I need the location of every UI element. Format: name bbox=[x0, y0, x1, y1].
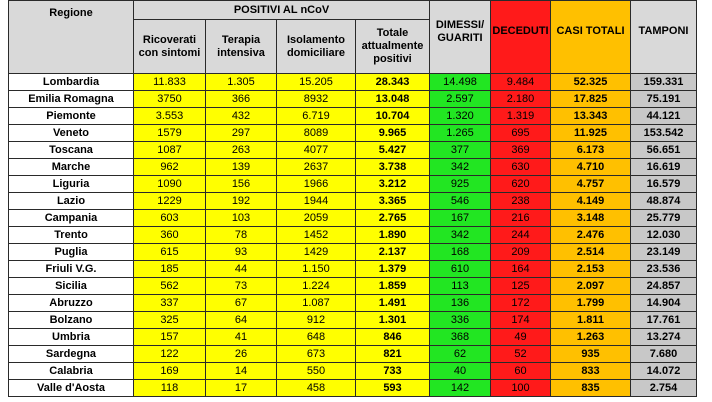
header-ricoverati: Ricoverati con sintomi bbox=[134, 20, 206, 74]
ricoverati-cell: 122 bbox=[134, 346, 206, 363]
table-row bbox=[9, 244, 697, 261]
casi-totali-cell: 4.149 bbox=[551, 193, 631, 210]
terapia-cell: 78 bbox=[206, 227, 277, 244]
casi-totali-cell: 935 bbox=[551, 346, 631, 363]
dimessi-cell: 546 bbox=[430, 193, 491, 210]
terapia-cell: 297 bbox=[206, 125, 277, 142]
tamponi-cell: 48.874 bbox=[631, 193, 697, 210]
ricoverati-cell: 3750 bbox=[134, 91, 206, 108]
terapia-cell: 14 bbox=[206, 363, 277, 380]
terapia-cell: 67 bbox=[206, 295, 277, 312]
dimessi-cell: 14.498 bbox=[430, 74, 491, 91]
table-row bbox=[9, 108, 697, 125]
dimessi-cell: 925 bbox=[430, 176, 491, 193]
casi-totali-cell: 1.799 bbox=[551, 295, 631, 312]
deceduti-cell: 60 bbox=[491, 363, 551, 380]
deceduti-cell: 630 bbox=[491, 159, 551, 176]
dimessi-cell: 62 bbox=[430, 346, 491, 363]
table-row bbox=[9, 278, 697, 295]
region-cell: Toscana bbox=[9, 142, 134, 159]
ricoverati-cell: 169 bbox=[134, 363, 206, 380]
region-cell: Emilia Romagna bbox=[9, 91, 134, 108]
region-cell: Campania bbox=[9, 210, 134, 227]
isolamento-cell: 1966 bbox=[277, 176, 356, 193]
deceduti-cell: 238 bbox=[491, 193, 551, 210]
deceduti-cell: 695 bbox=[491, 125, 551, 142]
isolamento-cell: 648 bbox=[277, 329, 356, 346]
region-cell: Puglia bbox=[9, 244, 134, 261]
ricoverati-cell: 1087 bbox=[134, 142, 206, 159]
totale-cell: 3.365 bbox=[356, 193, 430, 210]
dimessi-cell: 168 bbox=[430, 244, 491, 261]
casi-totali-cell: 2.514 bbox=[551, 244, 631, 261]
casi-totali-cell: 1.811 bbox=[551, 312, 631, 329]
tamponi-cell: 12.030 bbox=[631, 227, 697, 244]
tamponi-cell: 159.331 bbox=[631, 74, 697, 91]
casi-totali-cell: 833 bbox=[551, 363, 631, 380]
totale-cell: 1.859 bbox=[356, 278, 430, 295]
deceduti-cell: 9.484 bbox=[491, 74, 551, 91]
table-row bbox=[9, 193, 697, 210]
terapia-cell: 17 bbox=[206, 380, 277, 397]
isolamento-cell: 15.205 bbox=[277, 74, 356, 91]
totale-cell: 13.048 bbox=[356, 91, 430, 108]
tamponi-cell: 25.779 bbox=[631, 210, 697, 227]
dimessi-cell: 342 bbox=[430, 227, 491, 244]
totale-cell: 1.890 bbox=[356, 227, 430, 244]
terapia-cell: 93 bbox=[206, 244, 277, 261]
casi-totali-cell: 17.825 bbox=[551, 91, 631, 108]
isolamento-cell: 458 bbox=[277, 380, 356, 397]
totale-cell: 3.212 bbox=[356, 176, 430, 193]
table-row bbox=[9, 261, 697, 278]
region-cell: Umbria bbox=[9, 329, 134, 346]
ricoverati-cell: 11.833 bbox=[134, 74, 206, 91]
dimessi-cell: 368 bbox=[430, 329, 491, 346]
ricoverati-cell: 1090 bbox=[134, 176, 206, 193]
region-cell: Abruzzo bbox=[9, 295, 134, 312]
tamponi-cell: 14.072 bbox=[631, 363, 697, 380]
dimessi-cell: 377 bbox=[430, 142, 491, 159]
deceduti-cell: 209 bbox=[491, 244, 551, 261]
isolamento-cell: 2637 bbox=[277, 159, 356, 176]
header-terapia: Terapia intensiva bbox=[206, 20, 277, 74]
table-row bbox=[9, 363, 697, 380]
terapia-cell: 263 bbox=[206, 142, 277, 159]
dimessi-cell: 1.265 bbox=[430, 125, 491, 142]
casi-totali-cell: 3.148 bbox=[551, 210, 631, 227]
dimessi-cell: 40 bbox=[430, 363, 491, 380]
header-isolamento: Isolamento domiciliare bbox=[277, 20, 356, 74]
terapia-cell: 156 bbox=[206, 176, 277, 193]
totale-cell: 3.738 bbox=[356, 159, 430, 176]
deceduti-cell: 620 bbox=[491, 176, 551, 193]
header-casi-totali: CASI TOTALI bbox=[551, 1, 631, 74]
totale-cell: 821 bbox=[356, 346, 430, 363]
tamponi-cell: 16.619 bbox=[631, 159, 697, 176]
header-totale: Totale attualmente positivi bbox=[356, 20, 430, 74]
terapia-cell: 1.305 bbox=[206, 74, 277, 91]
tamponi-cell: 23.149 bbox=[631, 244, 697, 261]
header-tamponi: TAMPONI bbox=[631, 1, 697, 74]
region-cell: Lombardia bbox=[9, 74, 134, 91]
terapia-cell: 41 bbox=[206, 329, 277, 346]
totale-cell: 1.301 bbox=[356, 312, 430, 329]
casi-totali-cell: 835 bbox=[551, 380, 631, 397]
tamponi-cell: 14.904 bbox=[631, 295, 697, 312]
totale-cell: 2.137 bbox=[356, 244, 430, 261]
header-deceduti: DECEDUTI bbox=[491, 1, 551, 74]
table-row bbox=[9, 227, 697, 244]
ricoverati-cell: 360 bbox=[134, 227, 206, 244]
isolamento-cell: 673 bbox=[277, 346, 356, 363]
terapia-cell: 64 bbox=[206, 312, 277, 329]
casi-totali-cell: 6.173 bbox=[551, 142, 631, 159]
header-region: Regione bbox=[9, 1, 134, 74]
ricoverati-cell: 562 bbox=[134, 278, 206, 295]
isolamento-cell: 6.719 bbox=[277, 108, 356, 125]
tamponi-cell: 56.651 bbox=[631, 142, 697, 159]
dimessi-cell: 610 bbox=[430, 261, 491, 278]
region-cell: Sicilia bbox=[9, 278, 134, 295]
tamponi-cell: 75.191 bbox=[631, 91, 697, 108]
ricoverati-cell: 603 bbox=[134, 210, 206, 227]
isolamento-cell: 4077 bbox=[277, 142, 356, 159]
region-cell: Marche bbox=[9, 159, 134, 176]
terapia-cell: 103 bbox=[206, 210, 277, 227]
region-cell: Lazio bbox=[9, 193, 134, 210]
ricoverati-cell: 337 bbox=[134, 295, 206, 312]
isolamento-cell: 1429 bbox=[277, 244, 356, 261]
dimessi-cell: 142 bbox=[430, 380, 491, 397]
isolamento-cell: 1.224 bbox=[277, 278, 356, 295]
deceduti-cell: 2.180 bbox=[491, 91, 551, 108]
casi-totali-cell: 11.925 bbox=[551, 125, 631, 142]
table-row bbox=[9, 210, 697, 227]
ricoverati-cell: 157 bbox=[134, 329, 206, 346]
ricoverati-cell: 615 bbox=[134, 244, 206, 261]
totale-cell: 593 bbox=[356, 380, 430, 397]
region-cell: Liguria bbox=[9, 176, 134, 193]
ricoverati-cell: 185 bbox=[134, 261, 206, 278]
region-cell: Piemonte bbox=[9, 108, 134, 125]
isolamento-cell: 912 bbox=[277, 312, 356, 329]
tamponi-cell: 44.121 bbox=[631, 108, 697, 125]
region-cell: Friuli V.G. bbox=[9, 261, 134, 278]
totale-cell: 2.765 bbox=[356, 210, 430, 227]
terapia-cell: 44 bbox=[206, 261, 277, 278]
ricoverati-cell: 1579 bbox=[134, 125, 206, 142]
deceduti-cell: 172 bbox=[491, 295, 551, 312]
dimessi-cell: 136 bbox=[430, 295, 491, 312]
isolamento-cell: 1452 bbox=[277, 227, 356, 244]
table-body bbox=[9, 74, 697, 397]
isolamento-cell: 8932 bbox=[277, 91, 356, 108]
isolamento-cell: 1944 bbox=[277, 193, 356, 210]
casi-totali-cell: 2.097 bbox=[551, 278, 631, 295]
covid-region-table bbox=[8, 0, 697, 397]
table-row bbox=[9, 329, 697, 346]
casi-totali-cell: 52.325 bbox=[551, 74, 631, 91]
dimessi-cell: 342 bbox=[430, 159, 491, 176]
terapia-cell: 73 bbox=[206, 278, 277, 295]
dimessi-cell: 2.597 bbox=[430, 91, 491, 108]
header-dimessi: DIMESSI/ GUARITI bbox=[430, 1, 491, 74]
table-row bbox=[9, 159, 697, 176]
table-row bbox=[9, 125, 697, 142]
casi-totali-cell: 1.263 bbox=[551, 329, 631, 346]
terapia-cell: 432 bbox=[206, 108, 277, 125]
table-row bbox=[9, 91, 697, 108]
tamponi-cell: 2.754 bbox=[631, 380, 697, 397]
deceduti-cell: 52 bbox=[491, 346, 551, 363]
table-row bbox=[9, 142, 697, 159]
tamponi-cell: 7.680 bbox=[631, 346, 697, 363]
isolamento-cell: 8089 bbox=[277, 125, 356, 142]
totale-cell: 5.427 bbox=[356, 142, 430, 159]
region-cell: Trento bbox=[9, 227, 134, 244]
deceduti-cell: 1.319 bbox=[491, 108, 551, 125]
casi-totali-cell: 13.343 bbox=[551, 108, 631, 125]
totale-cell: 1.379 bbox=[356, 261, 430, 278]
region-cell: Sardegna bbox=[9, 346, 134, 363]
terapia-cell: 139 bbox=[206, 159, 277, 176]
casi-totali-cell: 2.153 bbox=[551, 261, 631, 278]
deceduti-cell: 216 bbox=[491, 210, 551, 227]
tamponi-cell: 23.536 bbox=[631, 261, 697, 278]
isolamento-cell: 550 bbox=[277, 363, 356, 380]
table-row bbox=[9, 380, 697, 397]
dimessi-cell: 167 bbox=[430, 210, 491, 227]
table-row bbox=[9, 176, 697, 193]
terapia-cell: 26 bbox=[206, 346, 277, 363]
deceduti-cell: 369 bbox=[491, 142, 551, 159]
dimessi-cell: 113 bbox=[430, 278, 491, 295]
ricoverati-cell: 325 bbox=[134, 312, 206, 329]
casi-totali-cell: 4.710 bbox=[551, 159, 631, 176]
totale-cell: 1.491 bbox=[356, 295, 430, 312]
isolamento-cell: 1.087 bbox=[277, 295, 356, 312]
deceduti-cell: 125 bbox=[491, 278, 551, 295]
totale-cell: 9.965 bbox=[356, 125, 430, 142]
ricoverati-cell: 3.553 bbox=[134, 108, 206, 125]
tamponi-cell: 24.857 bbox=[631, 278, 697, 295]
totale-cell: 733 bbox=[356, 363, 430, 380]
deceduti-cell: 244 bbox=[491, 227, 551, 244]
isolamento-cell: 1.150 bbox=[277, 261, 356, 278]
tamponi-cell: 17.761 bbox=[631, 312, 697, 329]
header-positivi-group: POSITIVI AL nCoV bbox=[134, 1, 430, 20]
totale-cell: 846 bbox=[356, 329, 430, 346]
isolamento-cell: 2059 bbox=[277, 210, 356, 227]
casi-totali-cell: 4.757 bbox=[551, 176, 631, 193]
deceduti-cell: 49 bbox=[491, 329, 551, 346]
ricoverati-cell: 118 bbox=[134, 380, 206, 397]
terapia-cell: 192 bbox=[206, 193, 277, 210]
ricoverati-cell: 962 bbox=[134, 159, 206, 176]
dimessi-cell: 336 bbox=[430, 312, 491, 329]
casi-totali-cell: 2.476 bbox=[551, 227, 631, 244]
terapia-cell: 366 bbox=[206, 91, 277, 108]
table-row bbox=[9, 74, 697, 91]
table-row bbox=[9, 295, 697, 312]
region-cell: Valle d'Aosta bbox=[9, 380, 134, 397]
deceduti-cell: 174 bbox=[491, 312, 551, 329]
ricoverati-cell: 1229 bbox=[134, 193, 206, 210]
region-cell: Bolzano bbox=[9, 312, 134, 329]
dimessi-cell: 1.320 bbox=[430, 108, 491, 125]
deceduti-cell: 100 bbox=[491, 380, 551, 397]
deceduti-cell: 164 bbox=[491, 261, 551, 278]
totale-cell: 28.343 bbox=[356, 74, 430, 91]
table-row bbox=[9, 346, 697, 363]
region-cell: Calabria bbox=[9, 363, 134, 380]
tamponi-cell: 16.579 bbox=[631, 176, 697, 193]
totale-cell: 10.704 bbox=[356, 108, 430, 125]
region-cell: Veneto bbox=[9, 125, 134, 142]
tamponi-cell: 13.274 bbox=[631, 329, 697, 346]
tamponi-cell: 153.542 bbox=[631, 125, 697, 142]
table-row bbox=[9, 312, 697, 329]
